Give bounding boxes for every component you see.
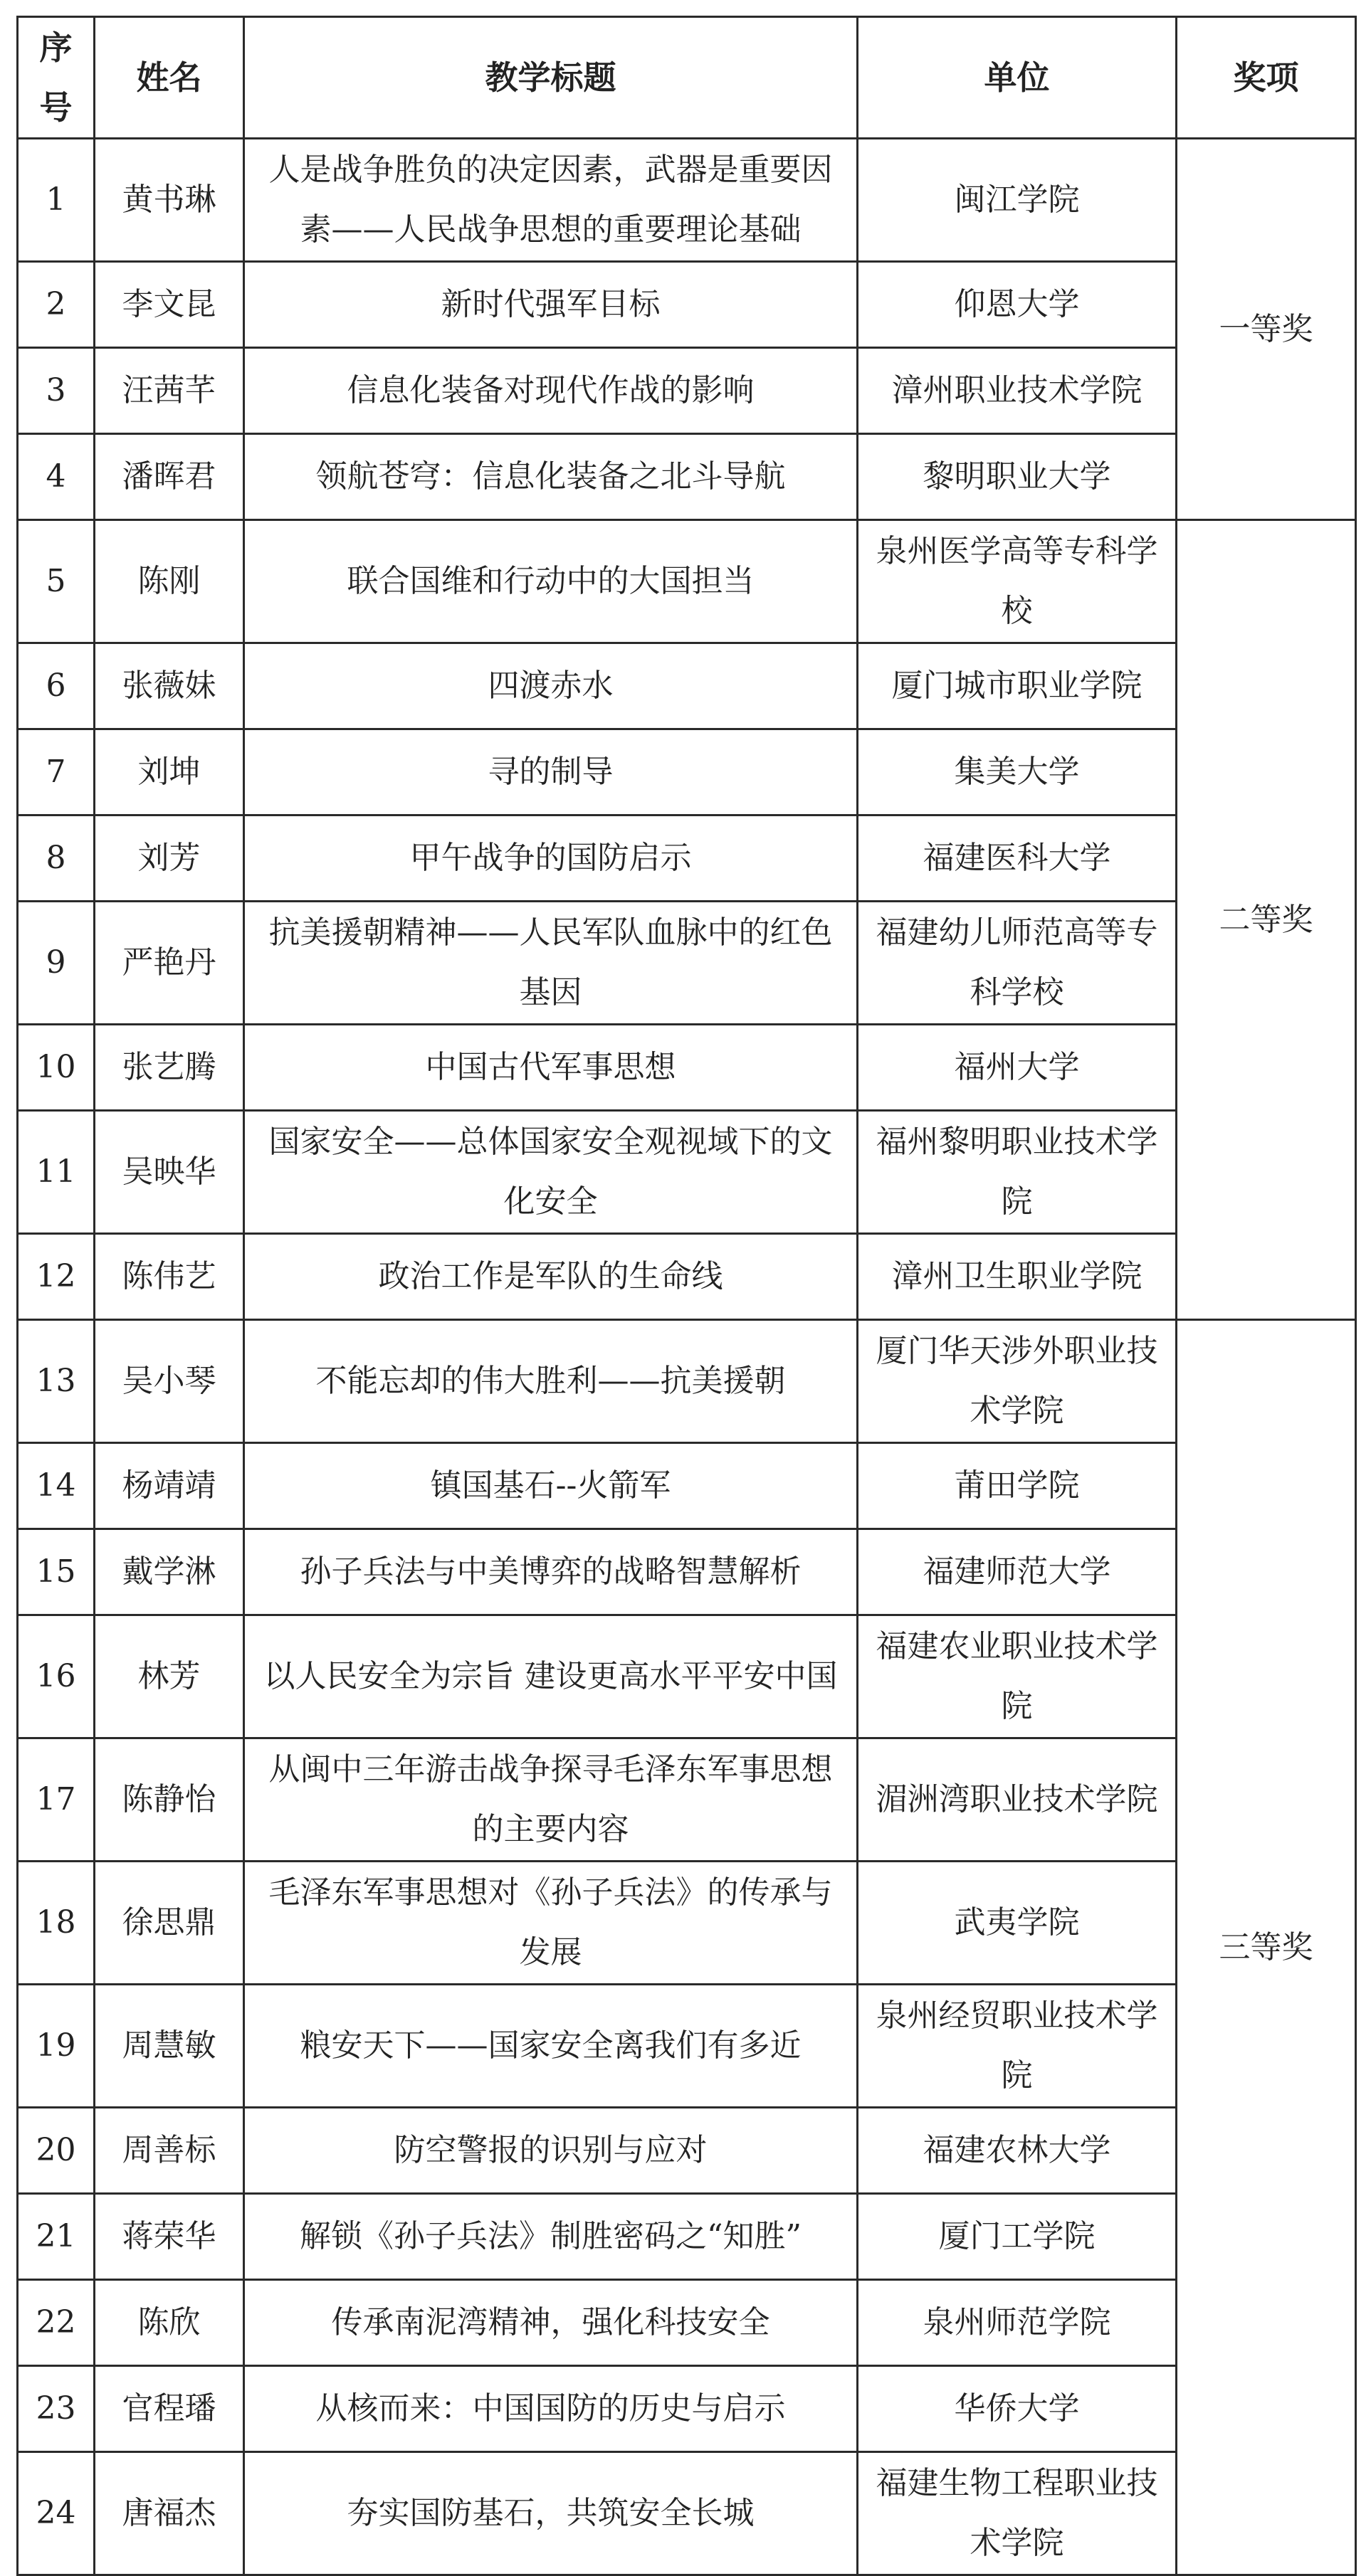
table-row bbox=[18, 1862, 1356, 1985]
cell-unit: 湄洲湾职业技术学院 bbox=[858, 1738, 1177, 1862]
cell-title: 粮安天下——国家安全离我们有多近 bbox=[244, 1985, 858, 2108]
header-row bbox=[18, 17, 1356, 139]
cell-unit: 福建农业职业技术学院 bbox=[858, 1615, 1177, 1738]
cell-seq: 23 bbox=[18, 2366, 95, 2452]
cell-seq: 3 bbox=[18, 348, 95, 434]
cell-title: 信息化装备对现代作战的影响 bbox=[244, 348, 858, 434]
cell-unit: 福州大学 bbox=[858, 1025, 1177, 1111]
table-row bbox=[18, 1615, 1356, 1738]
cell-title: 四渡赤水 bbox=[244, 643, 858, 729]
cell-name: 林芳 bbox=[95, 1615, 244, 1738]
cell-seq: 15 bbox=[18, 1529, 95, 1615]
cell-seq: 18 bbox=[18, 1862, 95, 1985]
cell-title: 夯实国防基石，共筑安全长城 bbox=[244, 2452, 858, 2575]
table-row bbox=[18, 2452, 1356, 2575]
cell-unit: 集美大学 bbox=[858, 729, 1177, 815]
cell-unit: 泉州师范学院 bbox=[858, 2280, 1177, 2366]
cell-title: 政治工作是军队的生命线 bbox=[244, 1234, 858, 1320]
cell-title: 以人民安全为宗旨 建设更高水平平安中国 bbox=[244, 1615, 858, 1738]
table-row bbox=[18, 815, 1356, 902]
cell-title: 新时代强军目标 bbox=[244, 262, 858, 348]
table-row bbox=[18, 520, 1356, 643]
cell-name: 吴映华 bbox=[95, 1111, 244, 1234]
cell-name: 蒋荣华 bbox=[95, 2194, 244, 2280]
cell-title: 从闽中三年游击战争探寻毛泽东军事思想的主要内容 bbox=[244, 1738, 858, 1862]
cell-seq: 13 bbox=[18, 1320, 95, 1443]
table-row bbox=[18, 1738, 1356, 1862]
cell-seq: 1 bbox=[18, 139, 95, 262]
cell-unit: 漳州卫生职业学院 bbox=[858, 1234, 1177, 1320]
cell-name: 杨靖靖 bbox=[95, 1443, 244, 1529]
table-row bbox=[18, 1320, 1356, 1443]
cell-seq: 21 bbox=[18, 2194, 95, 2280]
cell-unit: 华侨大学 bbox=[858, 2366, 1177, 2452]
cell-unit: 武夷学院 bbox=[858, 1862, 1177, 1985]
cell-name: 汪茜芊 bbox=[95, 348, 244, 434]
cell-seq: 20 bbox=[18, 2108, 95, 2194]
cell-title: 领航苍穹：信息化装备之北斗导航 bbox=[244, 434, 858, 520]
header-seq: 序号 bbox=[18, 17, 95, 139]
table-row bbox=[18, 1025, 1356, 1111]
cell-name: 周善标 bbox=[95, 2108, 244, 2194]
table-row bbox=[18, 1529, 1356, 1615]
table-row bbox=[18, 643, 1356, 729]
cell-unit: 漳州职业技术学院 bbox=[858, 348, 1177, 434]
cell-name: 官程璠 bbox=[95, 2366, 244, 2452]
cell-seq: 16 bbox=[18, 1615, 95, 1738]
cell-title: 传承南泥湾精神，强化科技安全 bbox=[244, 2280, 858, 2366]
header-unit: 单位 bbox=[858, 17, 1177, 139]
table-row bbox=[18, 1443, 1356, 1529]
cell-unit: 泉州经贸职业技术学院 bbox=[858, 1985, 1177, 2108]
table-row bbox=[18, 348, 1356, 434]
award-group-third: 三等奖 bbox=[1177, 1320, 1356, 2575]
cell-name: 吴小琴 bbox=[95, 1320, 244, 1443]
cell-seq: 24 bbox=[18, 2452, 95, 2575]
cell-unit: 福建医科大学 bbox=[858, 815, 1177, 902]
cell-title: 联合国维和行动中的大国担当 bbox=[244, 520, 858, 643]
cell-title: 抗美援朝精神——人民军队血脉中的红色基因 bbox=[244, 902, 858, 1025]
cell-name: 潘晖君 bbox=[95, 434, 244, 520]
cell-title: 国家安全——总体国家安全观视域下的文化安全 bbox=[244, 1111, 858, 1234]
cell-title: 孙子兵法与中美博弈的战略智慧解析 bbox=[244, 1529, 858, 1615]
cell-name: 陈静怡 bbox=[95, 1738, 244, 1862]
cell-title: 不能忘却的伟大胜利——抗美援朝 bbox=[244, 1320, 858, 1443]
cell-name: 徐思鼎 bbox=[95, 1862, 244, 1985]
cell-seq: 8 bbox=[18, 815, 95, 902]
cell-seq: 11 bbox=[18, 1111, 95, 1234]
table-row bbox=[18, 729, 1356, 815]
cell-title: 解锁《孙子兵法》制胜密码之“知胜” bbox=[244, 2194, 858, 2280]
awards-table bbox=[16, 16, 1357, 2576]
cell-seq: 19 bbox=[18, 1985, 95, 2108]
cell-title: 寻的制导 bbox=[244, 729, 858, 815]
cell-name: 陈欣 bbox=[95, 2280, 244, 2366]
cell-name: 张薇妹 bbox=[95, 643, 244, 729]
cell-name: 张艺腾 bbox=[95, 1025, 244, 1111]
cell-unit: 福建农林大学 bbox=[858, 2108, 1177, 2194]
cell-unit: 厦门华天涉外职业技术学院 bbox=[858, 1320, 1177, 1443]
cell-title: 中国古代军事思想 bbox=[244, 1025, 858, 1111]
table-row bbox=[18, 902, 1356, 1025]
cell-title: 防空警报的识别与应对 bbox=[244, 2108, 858, 2194]
award-group-second: 二等奖 bbox=[1177, 520, 1356, 1320]
cell-unit: 厦门工学院 bbox=[858, 2194, 1177, 2280]
cell-unit: 福州黎明职业技术学院 bbox=[858, 1111, 1177, 1234]
cell-seq: 6 bbox=[18, 643, 95, 729]
cell-name: 陈刚 bbox=[95, 520, 244, 643]
cell-name: 唐福杰 bbox=[95, 2452, 244, 2575]
cell-seq: 9 bbox=[18, 902, 95, 1025]
cell-unit: 福建幼儿师范高等专科学校 bbox=[858, 902, 1177, 1025]
cell-seq: 10 bbox=[18, 1025, 95, 1111]
cell-seq: 12 bbox=[18, 1234, 95, 1320]
table-row bbox=[18, 1111, 1356, 1234]
cell-title: 毛泽东军事思想对《孙子兵法》的传承与发展 bbox=[244, 1862, 858, 1985]
table-row bbox=[18, 434, 1356, 520]
table-row bbox=[18, 139, 1356, 262]
cell-unit: 福建生物工程职业技术学院 bbox=[858, 2452, 1177, 2575]
cell-unit: 黎明职业大学 bbox=[858, 434, 1177, 520]
cell-unit: 莆田学院 bbox=[858, 1443, 1177, 1529]
table-row bbox=[18, 2280, 1356, 2366]
award-group-first: 一等奖 bbox=[1177, 139, 1356, 520]
cell-name: 戴学淋 bbox=[95, 1529, 244, 1615]
cell-seq: 14 bbox=[18, 1443, 95, 1529]
cell-unit: 泉州医学高等专科学校 bbox=[858, 520, 1177, 643]
cell-seq: 22 bbox=[18, 2280, 95, 2366]
table-row bbox=[18, 262, 1356, 348]
cell-seq: 2 bbox=[18, 262, 95, 348]
table-row bbox=[18, 2366, 1356, 2452]
cell-seq: 5 bbox=[18, 520, 95, 643]
cell-title: 从核而来：中国国防的历史与启示 bbox=[244, 2366, 858, 2452]
header-award: 奖项 bbox=[1177, 17, 1356, 139]
header-title: 教学标题 bbox=[244, 17, 858, 139]
cell-unit: 福建师范大学 bbox=[858, 1529, 1177, 1615]
header-name: 姓名 bbox=[95, 17, 244, 139]
cell-name: 刘坤 bbox=[95, 729, 244, 815]
table-row bbox=[18, 2108, 1356, 2194]
cell-name: 李文昆 bbox=[95, 262, 244, 348]
cell-name: 周慧敏 bbox=[95, 1985, 244, 2108]
cell-unit: 厦门城市职业学院 bbox=[858, 643, 1177, 729]
cell-title: 甲午战争的国防启示 bbox=[244, 815, 858, 902]
cell-name: 严艳丹 bbox=[95, 902, 244, 1025]
cell-name: 刘芳 bbox=[95, 815, 244, 902]
cell-title: 人是战争胜负的决定因素，武器是重要因素——人民战争思想的重要理论基础 bbox=[244, 139, 858, 262]
cell-seq: 7 bbox=[18, 729, 95, 815]
table-row bbox=[18, 1985, 1356, 2108]
cell-unit: 仰恩大学 bbox=[858, 262, 1177, 348]
cell-seq: 4 bbox=[18, 434, 95, 520]
table-row bbox=[18, 2194, 1356, 2280]
table-row bbox=[18, 1234, 1356, 1320]
cell-seq: 17 bbox=[18, 1738, 95, 1862]
cell-unit: 闽江学院 bbox=[858, 139, 1177, 262]
cell-name: 陈伟艺 bbox=[95, 1234, 244, 1320]
cell-title: 镇国基石--火箭军 bbox=[244, 1443, 858, 1529]
cell-name: 黄书琳 bbox=[95, 139, 244, 262]
